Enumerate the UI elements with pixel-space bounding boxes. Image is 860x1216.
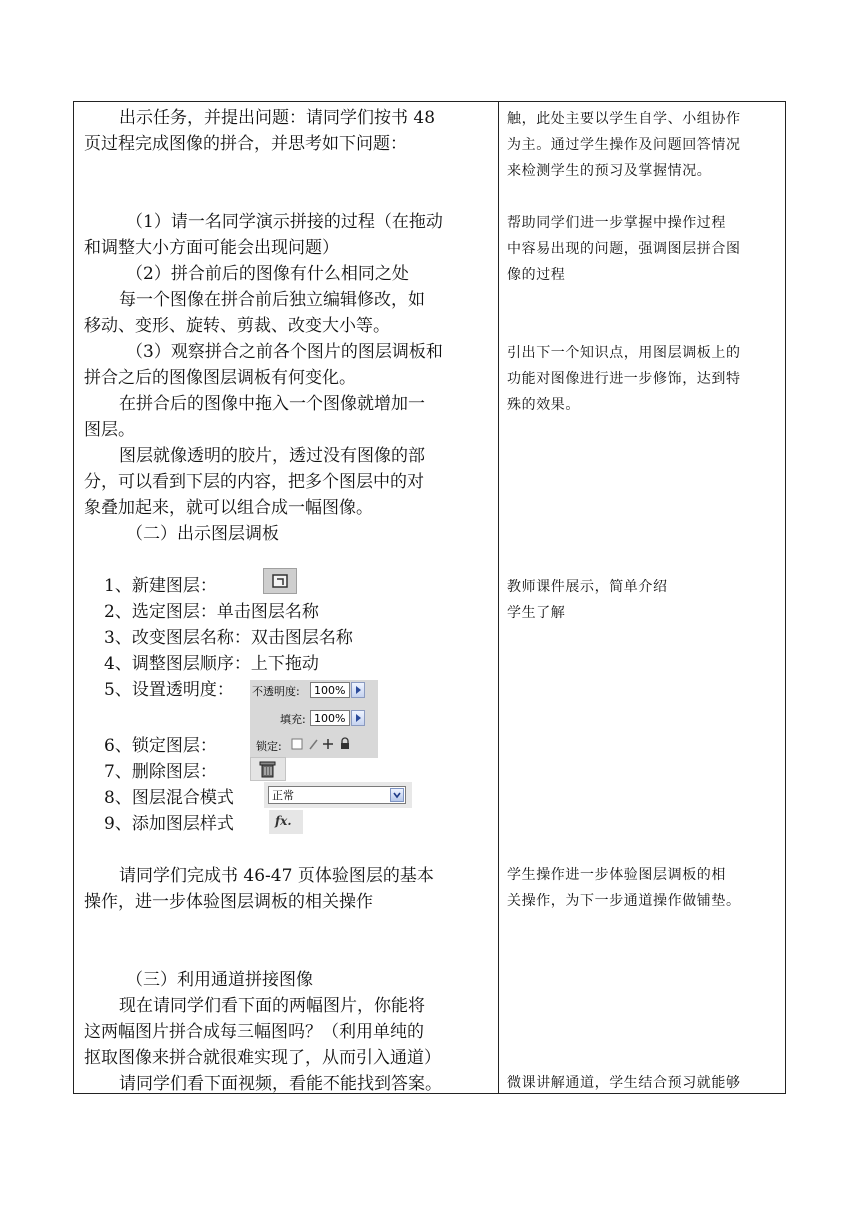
chevron-down-icon[interactable] [390, 788, 404, 802]
new-layer-icon [263, 568, 297, 594]
section-3-heading: （三）利用通道拼接图像 [126, 970, 313, 990]
step-1: 1、新建图层： [104, 576, 217, 596]
question-1-line-1: （1）请一名同学演示拼接的过程（在拖动 [126, 212, 443, 232]
question-2: （2）拼合前后的图像有什么相同之处 [126, 264, 409, 284]
task-intro-line-2: 页过程完成图像的拼合，并思考如下问题： [84, 134, 407, 154]
practice-line-1: 请同学们完成书 46-47 页体验图层的基本 [119, 866, 434, 886]
note-5-line-2: 关操作，为下一步通道操作做铺垫。 [507, 893, 741, 909]
trash-icon[interactable] [250, 757, 286, 781]
channel-line-2: 这两幅图片拼合成每三幅图吗？（利用单纯的 [84, 1022, 424, 1042]
step-3: 3、改变图层名称：双击图层名称 [104, 628, 353, 648]
task-intro-line-1: 出示任务，并提出问题：请同学们按书 48 [119, 108, 436, 128]
column-divider [498, 102, 499, 1093]
note-4-line-1: 教师课件展示，简单介绍 [507, 579, 668, 595]
video-prompt: 请同学们看下面视频，看能不能找到答案。 [119, 1074, 442, 1094]
step-7: 7、删除图层： [104, 762, 217, 782]
note-5-line-1: 学生操作进一步体验图层调板的相 [507, 867, 726, 883]
fill-label: 填充: [280, 713, 306, 726]
blend-mode-select[interactable]: 正常 [268, 786, 406, 804]
answer-3-line-2: 图层。 [84, 420, 135, 440]
blend-mode-panel [264, 782, 412, 808]
note-3-line-1: 引出下一个知识点，用图层调板上的 [507, 345, 741, 361]
step-9: 9、添加图层样式 [104, 814, 234, 834]
note-3-line-3: 殊的效果。 [507, 397, 580, 413]
layer-definition-line-2: 分，可以看到下层的内容，把多个图层中的对 [84, 472, 424, 492]
fill-arrow-icon[interactable] [351, 710, 365, 726]
practice-line-2: 操作，进一步体验图层调板的相关操作 [84, 892, 373, 912]
layer-style-fx-icon[interactable]: fx. [269, 810, 303, 834]
note-4-line-2: 学生了解 [507, 605, 566, 621]
note-1-line-3: 来检测学生的预习及掌握情况。 [507, 163, 712, 179]
lock-icons[interactable] [290, 736, 360, 755]
layer-definition-line-1: 图层就像透明的胶片，透过没有图像的部 [119, 446, 425, 466]
question-1-line-2: 和调整大小方面可能会出现问题） [84, 238, 339, 258]
note-2-line-2: 中容易出现的问题，强调图层拼合图 [507, 241, 741, 257]
note-3-line-2: 功能对图像进行进一步修饰，达到特 [507, 371, 741, 387]
note-2-line-3: 像的过程 [507, 267, 566, 283]
answer-2-line-1: 每一个图像在拼合前后独立编辑修改，如 [119, 290, 425, 310]
opacity-input[interactable]: 100% [310, 682, 350, 698]
note-1-line-2: 为主。通过学生操作及问题回答情况 [507, 137, 741, 153]
step-8: 8、图层混合模式 [104, 788, 234, 808]
opacity-arrow-icon[interactable] [351, 682, 365, 698]
fill-input[interactable]: 100% [310, 710, 350, 726]
opacity-label: 不透明度: [252, 685, 300, 698]
section-2-heading: （二）出示图层调板 [126, 524, 279, 544]
note-6-line-1: 微课讲解通道，学生结合预习就能够 [507, 1075, 741, 1091]
question-3-line-2: 拼合之后的图像图层调板有何变化。 [84, 368, 356, 388]
question-3-line-1: （3）观察拼合之前各个图片的图层调板和 [126, 342, 443, 362]
channel-line-1: 现在请同学们看下面的两幅图片，你能将 [119, 996, 425, 1016]
step-5: 5、设置透明度： [104, 680, 234, 700]
step-4: 4、调整图层顺序：上下拖动 [104, 654, 319, 674]
layer-definition-line-3: 象叠加起来，就可以组合成一幅图像。 [84, 498, 373, 518]
opacity-panel [250, 680, 378, 758]
step-6: 6、锁定图层： [104, 736, 217, 756]
answer-3-line-1: 在拼合后的图像中拖入一个图像就增加一 [119, 394, 425, 414]
lesson-table [73, 101, 786, 1094]
answer-2-line-2: 移动、变形、旋转、剪裁、改变大小等。 [84, 316, 390, 336]
channel-line-3: 抠取图像来拼合就很难实现了，从而引入通道） [84, 1048, 441, 1068]
note-2-line-1: 帮助同学们进一步掌握中操作过程 [507, 215, 726, 231]
lock-label: 锁定: [256, 740, 282, 753]
step-2: 2、选定图层：单击图层名称 [104, 602, 319, 622]
note-1-line-1: 触，此处主要以学生自学、小组协作 [507, 111, 741, 127]
